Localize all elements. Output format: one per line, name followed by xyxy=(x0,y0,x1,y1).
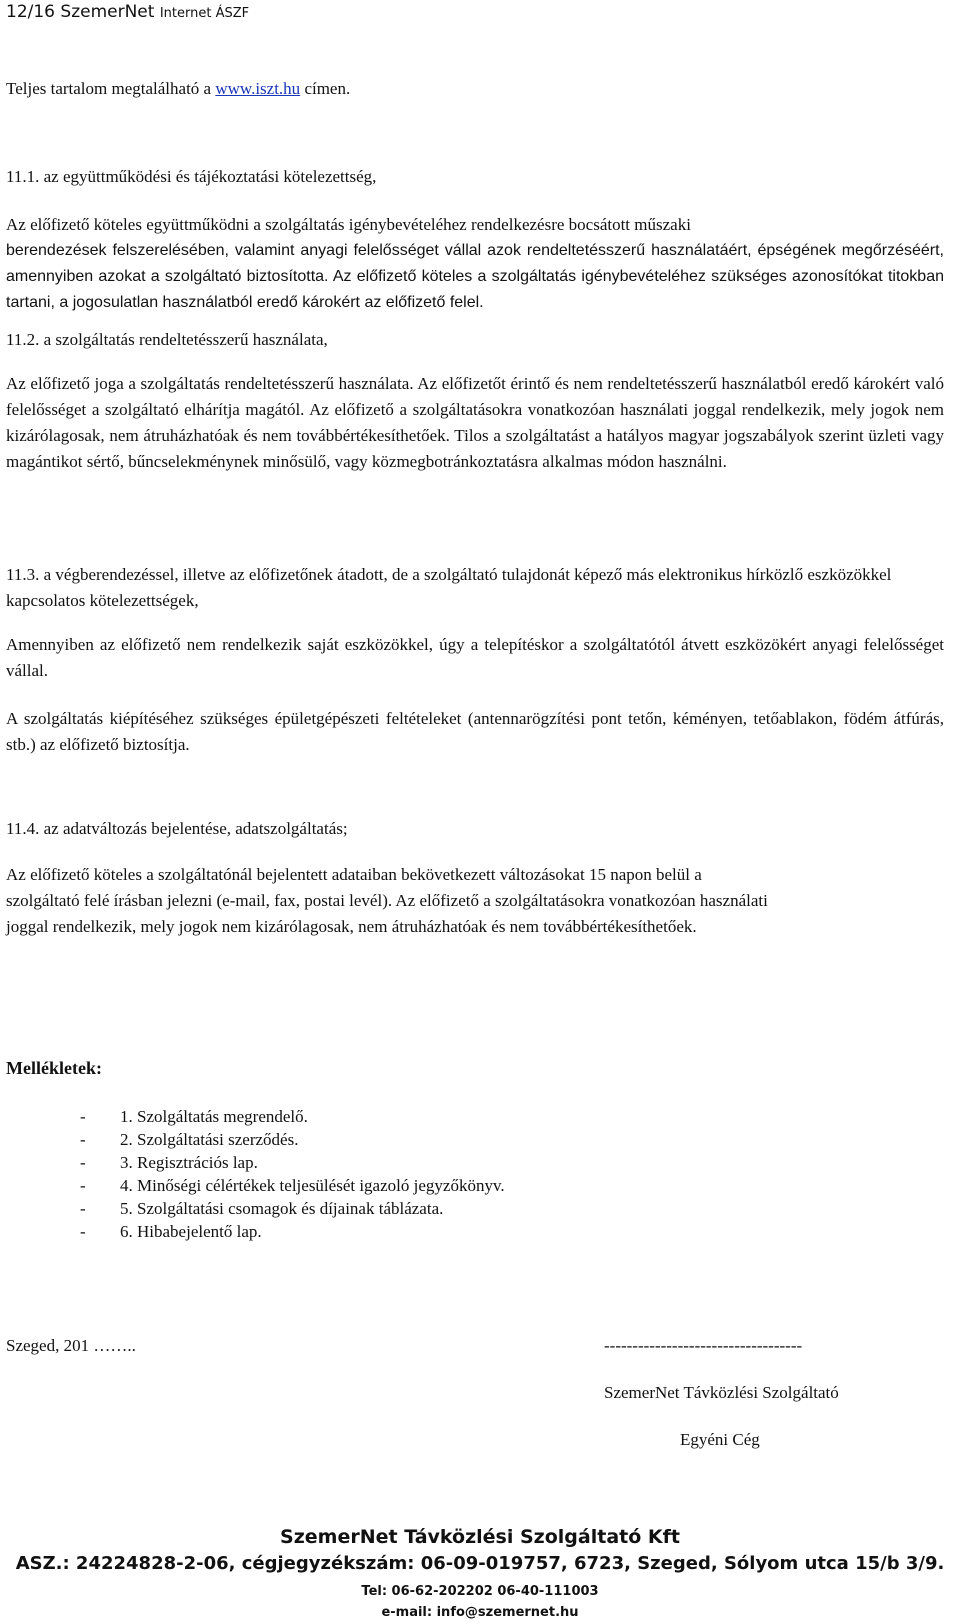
annex-title: Mellékletek: xyxy=(6,1058,102,1078)
annex-item: - 5. Szolgáltatási csomagok és díjainak táblázata. xyxy=(80,1199,444,1218)
intro-line xyxy=(6,76,944,102)
section-11-1-line2: berendezések felszerelésében, valamint anyagi felelősséget vállal azok rendeltetésszerű használatáért, épségének megőrzéséért, amennyiben azokat a szolgáltató biztosította. xyxy=(6,242,944,285)
header-brand: SzemerNet xyxy=(60,2,155,22)
section-11-4-line1: Az előfizető köteles a szolgáltatónál bejelentett adataiban bekövetkezett változásokat 15 napon belül a xyxy=(6,865,702,884)
footer-email: e-mail: info@szemernet.hu xyxy=(381,1605,579,1620)
header-doc-title: Internet ÁSZF xyxy=(159,6,250,21)
section-11-2-title: 11.2. a szolgáltatás rendeltetésszerű használata, xyxy=(6,330,328,349)
section-11-3-title: 11.3. a végberendezéssel, illetve az előfizetőnek átadott, de a szolgáltató tulajdonát képező más elektronikus hírközlő eszközökkel kapcsolatos kötelezettségek, xyxy=(6,565,892,610)
section-11-4 xyxy=(6,816,944,940)
section-11-2-body: Az előfizető joga a szolgáltatás rendeltetésszerű használata. Az előfizetőt érintő és nem rendeltetésszerű használatból eredő károkért való felelősséget a szolgáltató elhárítja magától. Az előfizető a szolgáltatásokra vonatkozóan használati joggal rendelkezik, mely jogok nem kizárólagosak, nem átruházhatóak és nem továbbértékesíthetőek. Tilos a szolgáltatást a hatályos magyar jogszabályok szerint üzleti vagy magántikot sértő, bűncselekménynek minősülő, vagy közmegbotránkoztatásra alkalmas módon használni. xyxy=(6,374,944,471)
section-11-3-p1: Amennyiben az előfizető nem rendelkezik saját eszközökkel, úgy a telepítéskor a szolgáltatótól átvett eszközökért anyagi felelősséget vállal. xyxy=(6,635,944,680)
section-11-4-line2: szolgáltató felé írásban jelezni (e-mail, fax, postai levél). Az előfizető a szolgáltatásokra vonatkozóan használati xyxy=(6,891,768,910)
annex-item: - 1. Szolgáltatás megrendelő. xyxy=(80,1107,308,1126)
section-11-3-p2: A szolgáltatás kiépítéséhez szükséges épületgépészeti feltételeket (antennarögzítési pont tetőn, kéményen, tetőablakon, födém átfúrás, stb.) az előfizető biztosítja. xyxy=(6,709,944,754)
signatory-type: Egyéni Cég xyxy=(680,1430,760,1449)
footer-phone: Tel: 06-62-202202 06-40-111003 xyxy=(361,1584,599,1599)
page-number: 12/16 xyxy=(6,2,55,22)
section-11-2 xyxy=(6,327,944,475)
intro-prefix: Teljes tartalom megtalálható a xyxy=(6,79,212,98)
iszt-link[interactable]: www.iszt.hu xyxy=(215,79,301,98)
intro-suffix: címen. xyxy=(304,79,351,98)
place-date: Szeged, 201 …….. xyxy=(6,1336,136,1355)
annex-item: - 3. Regisztrációs lap. xyxy=(80,1153,258,1172)
annex-item: - 4. Minőségi célértékek teljesülését igazoló jegyzőkönyv. xyxy=(80,1176,505,1195)
section-11-1-title: 11.1. az együttműködési és tájékoztatási kötelezettség, xyxy=(6,167,377,186)
section-11-3 xyxy=(6,562,944,758)
signatory-company: SzemerNet Távközlési Szolgáltató xyxy=(604,1383,839,1402)
annex-item: - 2. Szolgáltatási szerződés. xyxy=(80,1130,299,1149)
annex-section xyxy=(6,1055,944,1243)
section-11-1 xyxy=(6,164,944,316)
footer-company-name: SzemerNet Távközlési Szolgáltató Kft xyxy=(280,1526,680,1548)
signature-line: ----------------------------------- xyxy=(604,1336,803,1355)
section-11-1-line1: Az előfizető köteles együttműködni a szolgáltatás igénybevételéhez rendelkezésre bocsátott műszaki xyxy=(6,215,691,234)
footer-ids: ASZ.: 24224828-2-06, cégjegyzékszám: 06-09-019757, 6723, Szeged, Sólyom utca 15/b 3/9. xyxy=(15,1553,945,1574)
annex-list xyxy=(6,1105,944,1243)
section-11-4-title: 11.4. az adatváltozás bejelentése, adatszolgáltatás; xyxy=(6,819,348,838)
section-11-4-line3: joggal rendelkezik, mely jogok nem kizárólagosak, nem átruházhatóak és nem továbbértékesíthetőek. xyxy=(6,917,697,936)
page-header xyxy=(6,2,249,22)
annex-item: - 6. Hibabejelentő lap. xyxy=(80,1222,262,1241)
section-11-1-line3: Az előfizető köteles a szolgáltatás igénybevételéhez szükséges azonosítókat titokban tartani, a jogosulatlan használatból eredő károkért az előfizető felel. xyxy=(6,268,945,311)
